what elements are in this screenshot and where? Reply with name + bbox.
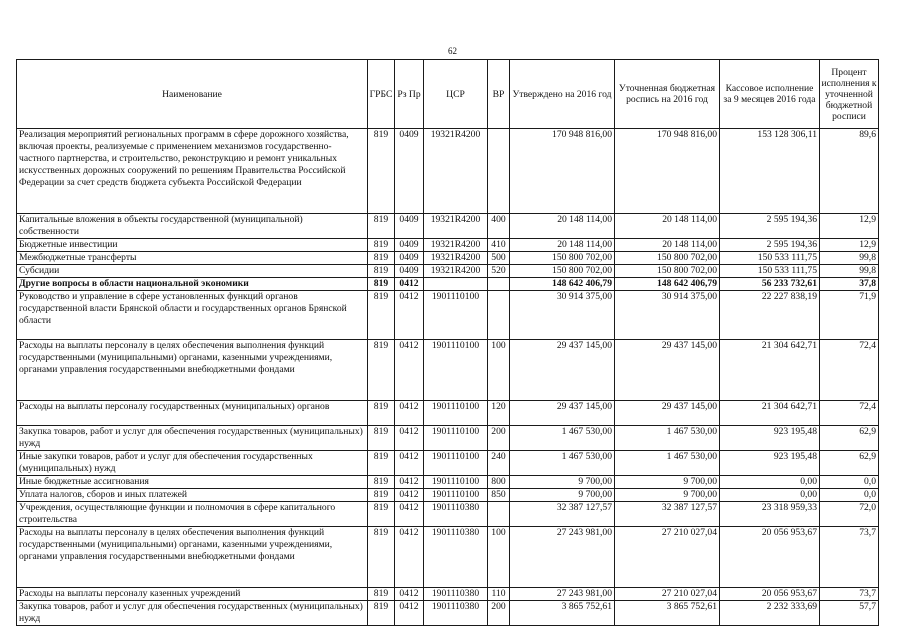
row-vr: 800 [488, 476, 510, 489]
row-approved: 3 865 752,61 [510, 601, 615, 626]
row-csr: 19321R4200 [424, 265, 488, 278]
table-row [17, 502, 879, 527]
header-csr: ЦСР [424, 60, 488, 129]
row-executed: 20 056 953,67 [720, 527, 820, 588]
row-percent: 62,9 [820, 451, 879, 476]
row-approved: 30 914 375,00 [510, 291, 615, 340]
row-grbs: 819 [368, 129, 395, 214]
header-refined: Уточненная бюджетная роспись на 2016 год [615, 60, 720, 129]
row-grbs: 819 [368, 476, 395, 489]
row-executed: 923 195,48 [720, 426, 820, 451]
row-vr: 120 [488, 401, 510, 426]
row-rzpr: 0409 [395, 214, 424, 239]
row-name: Бюджетные инвестиции [17, 239, 368, 252]
row-vr: 500 [488, 252, 510, 265]
row-grbs: 819 [368, 252, 395, 265]
row-name: Закупка товаров, работ и услуг для обеспечения государственных (муниципальных) нужд [17, 426, 368, 451]
row-vr: 200 [488, 601, 510, 626]
row-approved: 27 243 981,00 [510, 527, 615, 588]
row-refined: 32 387 127,57 [615, 502, 720, 527]
header-approved: Утверждено на 2016 год [510, 60, 615, 129]
row-executed: 21 304 642,71 [720, 340, 820, 401]
row-grbs: 819 [368, 489, 395, 502]
row-vr: 110 [488, 588, 510, 601]
row-csr: 1901110100 [424, 340, 488, 401]
row-vr [488, 278, 510, 291]
row-csr: 1901110380 [424, 588, 488, 601]
table-row [17, 601, 879, 626]
row-approved: 20 148 114,00 [510, 239, 615, 252]
row-approved: 1 467 530,00 [510, 426, 615, 451]
budget-execution-table [16, 59, 879, 626]
row-refined: 20 148 114,00 [615, 239, 720, 252]
row-percent: 72,4 [820, 401, 879, 426]
row-refined: 20 148 114,00 [615, 214, 720, 239]
row-grbs: 819 [368, 340, 395, 401]
row-refined: 9 700,00 [615, 489, 720, 502]
row-approved: 20 148 114,00 [510, 214, 615, 239]
row-refined: 27 210 027,04 [615, 588, 720, 601]
row-rzpr: 0412 [395, 401, 424, 426]
row-grbs: 819 [368, 214, 395, 239]
row-executed: 22 227 838,19 [720, 291, 820, 340]
header-name: Наименование [17, 60, 368, 129]
table-row [17, 239, 879, 252]
row-name: Реализация мероприятий региональных программ в сфере дорожного хозяйства, включая проекты, реализуемые с применением механизмов государственно-частного партнерства, и строительство, реконструкцию и ремонт уникальных искусственных дорожных сооружений по решениям Правительства Российской Федерации за счет средств бюджета субъекта Российской Федерации [17, 129, 368, 214]
table-row [17, 291, 879, 340]
row-percent: 73,7 [820, 588, 879, 601]
row-percent: 99,8 [820, 252, 879, 265]
table-row [17, 278, 879, 291]
row-percent: 0,0 [820, 489, 879, 502]
row-rzpr: 0412 [395, 527, 424, 588]
row-csr: 19321R4200 [424, 239, 488, 252]
row-vr: 200 [488, 426, 510, 451]
row-name: Иные бюджетные ассигнования [17, 476, 368, 489]
table-row [17, 476, 879, 489]
row-name: Расходы на выплаты персоналу в целях обеспечения выполнения функций государственными (муниципальными) органами, казенными учреждениями, органами управления государственными внебюджетными фондами [17, 527, 368, 588]
row-executed: 2 595 194,36 [720, 214, 820, 239]
row-executed: 56 233 732,61 [720, 278, 820, 291]
row-percent: 57,7 [820, 601, 879, 626]
row-approved: 148 642 406,79 [510, 278, 615, 291]
row-rzpr: 0409 [395, 252, 424, 265]
row-vr: 240 [488, 451, 510, 476]
row-vr [488, 129, 510, 214]
row-rzpr: 0412 [395, 489, 424, 502]
row-grbs: 819 [368, 451, 395, 476]
row-name: Уплата налогов, сборов и иных платежей [17, 489, 368, 502]
header-vr: ВР [488, 60, 510, 129]
row-csr: 19321R4200 [424, 252, 488, 265]
row-csr: 1901110380 [424, 527, 488, 588]
row-csr: 19321R4200 [424, 214, 488, 239]
row-executed: 21 304 642,71 [720, 401, 820, 426]
row-percent: 37,8 [820, 278, 879, 291]
row-name: Учреждения, осуществляющие функции и полномочия в сфере капитального строительства [17, 502, 368, 527]
table-row [17, 401, 879, 426]
row-refined: 3 865 752,61 [615, 601, 720, 626]
row-executed: 0,00 [720, 489, 820, 502]
row-grbs: 819 [368, 527, 395, 588]
row-executed: 923 195,48 [720, 451, 820, 476]
row-rzpr: 0412 [395, 291, 424, 340]
row-vr: 100 [488, 527, 510, 588]
table-row [17, 527, 879, 588]
row-rzpr: 0412 [395, 588, 424, 601]
row-executed: 0,00 [720, 476, 820, 489]
row-approved: 29 437 145,00 [510, 401, 615, 426]
table-row [17, 252, 879, 265]
row-refined: 1 467 530,00 [615, 426, 720, 451]
row-percent: 89,6 [820, 129, 879, 214]
row-csr: 1901110380 [424, 601, 488, 626]
row-approved: 29 437 145,00 [510, 340, 615, 401]
row-vr: 850 [488, 489, 510, 502]
row-executed: 150 533 111,75 [720, 252, 820, 265]
row-grbs: 819 [368, 265, 395, 278]
table-row [17, 265, 879, 278]
row-vr: 410 [488, 239, 510, 252]
header-percent: Процент исполнения к уточненной бюджетной росписи [820, 60, 879, 129]
row-approved: 170 948 816,00 [510, 129, 615, 214]
row-percent: 99,8 [820, 265, 879, 278]
row-grbs: 819 [368, 502, 395, 527]
row-refined: 27 210 027,04 [615, 527, 720, 588]
row-name: Иные закупки товаров, работ и услуг для обеспечения государственных (муниципальных) нужд [17, 451, 368, 476]
row-rzpr: 0409 [395, 129, 424, 214]
row-grbs: 819 [368, 291, 395, 340]
row-percent: 62,9 [820, 426, 879, 451]
row-percent: 0,0 [820, 476, 879, 489]
row-refined: 30 914 375,00 [615, 291, 720, 340]
row-approved: 32 387 127,57 [510, 502, 615, 527]
row-csr: 1901110100 [424, 451, 488, 476]
row-refined: 1 467 530,00 [615, 451, 720, 476]
row-approved: 150 800 702,00 [510, 252, 615, 265]
row-refined: 148 642 406,79 [615, 278, 720, 291]
row-percent: 71,9 [820, 291, 879, 340]
row-percent: 72,0 [820, 502, 879, 527]
row-rzpr: 0412 [395, 476, 424, 489]
row-vr [488, 291, 510, 340]
row-refined: 150 800 702,00 [615, 252, 720, 265]
row-executed: 153 128 306,11 [720, 129, 820, 214]
row-csr [424, 278, 488, 291]
row-rzpr: 0412 [395, 278, 424, 291]
row-percent: 12,9 [820, 239, 879, 252]
row-rzpr: 0412 [395, 340, 424, 401]
row-grbs: 819 [368, 239, 395, 252]
row-name: Закупка товаров, работ и услуг для обеспечения государственных (муниципальных) нужд [17, 601, 368, 626]
row-rzpr: 0412 [395, 451, 424, 476]
page-number: 62 [448, 46, 457, 56]
row-vr: 520 [488, 265, 510, 278]
row-executed: 2 595 194,36 [720, 239, 820, 252]
table-row [17, 489, 879, 502]
row-name: Расходы на выплаты персоналу казенных учреждений [17, 588, 368, 601]
row-percent: 12,9 [820, 214, 879, 239]
row-refined: 29 437 145,00 [615, 340, 720, 401]
row-name: Капитальные вложения в объекты государственной (муниципальной) собственности [17, 214, 368, 239]
row-vr: 400 [488, 214, 510, 239]
row-grbs: 819 [368, 426, 395, 451]
table-row [17, 340, 879, 401]
row-name: Расходы на выплаты персоналу государственных (муниципальных) органов [17, 401, 368, 426]
row-executed: 2 232 333,69 [720, 601, 820, 626]
table-row [17, 451, 879, 476]
row-csr: 19321R4200 [424, 129, 488, 214]
row-approved: 9 700,00 [510, 489, 615, 502]
table-row [17, 214, 879, 239]
row-grbs: 819 [368, 278, 395, 291]
row-refined: 150 800 702,00 [615, 265, 720, 278]
row-percent: 72,4 [820, 340, 879, 401]
row-approved: 27 243 981,00 [510, 588, 615, 601]
row-name: Межбюджетные трансферты [17, 252, 368, 265]
table-row [17, 129, 879, 214]
row-executed: 20 056 953,67 [720, 588, 820, 601]
row-csr: 1901110100 [424, 476, 488, 489]
row-csr: 1901110100 [424, 426, 488, 451]
header-executed: Кассовое исполнение за 9 месяцев 2016 года [720, 60, 820, 129]
table-row [17, 426, 879, 451]
row-rzpr: 0409 [395, 239, 424, 252]
row-refined: 170 948 816,00 [615, 129, 720, 214]
row-percent: 73,7 [820, 527, 879, 588]
row-csr: 1901110100 [424, 489, 488, 502]
row-name: Руководство и управление в сфере установленных функций органов государственной власти Брянской области и государственных органов Брянской области [17, 291, 368, 340]
row-approved: 1 467 530,00 [510, 451, 615, 476]
row-approved: 150 800 702,00 [510, 265, 615, 278]
table-row [17, 588, 879, 601]
header-grbs: ГРБС [368, 60, 395, 129]
header-rzpr: Рз Пр [395, 60, 424, 129]
row-name: Расходы на выплаты персоналу в целях обеспечения выполнения функций государственными (муниципальными) органами, казенными учреждениями, органами управления государственными внебюджетными фондами [17, 340, 368, 401]
row-vr: 100 [488, 340, 510, 401]
row-grbs: 819 [368, 601, 395, 626]
row-executed: 150 533 111,75 [720, 265, 820, 278]
row-refined: 29 437 145,00 [615, 401, 720, 426]
row-vr [488, 502, 510, 527]
row-grbs: 819 [368, 588, 395, 601]
row-rzpr: 0409 [395, 265, 424, 278]
row-approved: 9 700,00 [510, 476, 615, 489]
row-csr: 1901110100 [424, 291, 488, 340]
row-name: Другие вопросы в области национальной экономики [17, 278, 368, 291]
row-rzpr: 0412 [395, 426, 424, 451]
row-name: Субсидии [17, 265, 368, 278]
table-header-row [17, 60, 879, 129]
row-executed: 23 318 959,33 [720, 502, 820, 527]
row-grbs: 819 [368, 401, 395, 426]
row-rzpr: 0412 [395, 601, 424, 626]
row-refined: 9 700,00 [615, 476, 720, 489]
row-csr: 1901110100 [424, 401, 488, 426]
row-rzpr: 0412 [395, 502, 424, 527]
row-csr: 1901110380 [424, 502, 488, 527]
